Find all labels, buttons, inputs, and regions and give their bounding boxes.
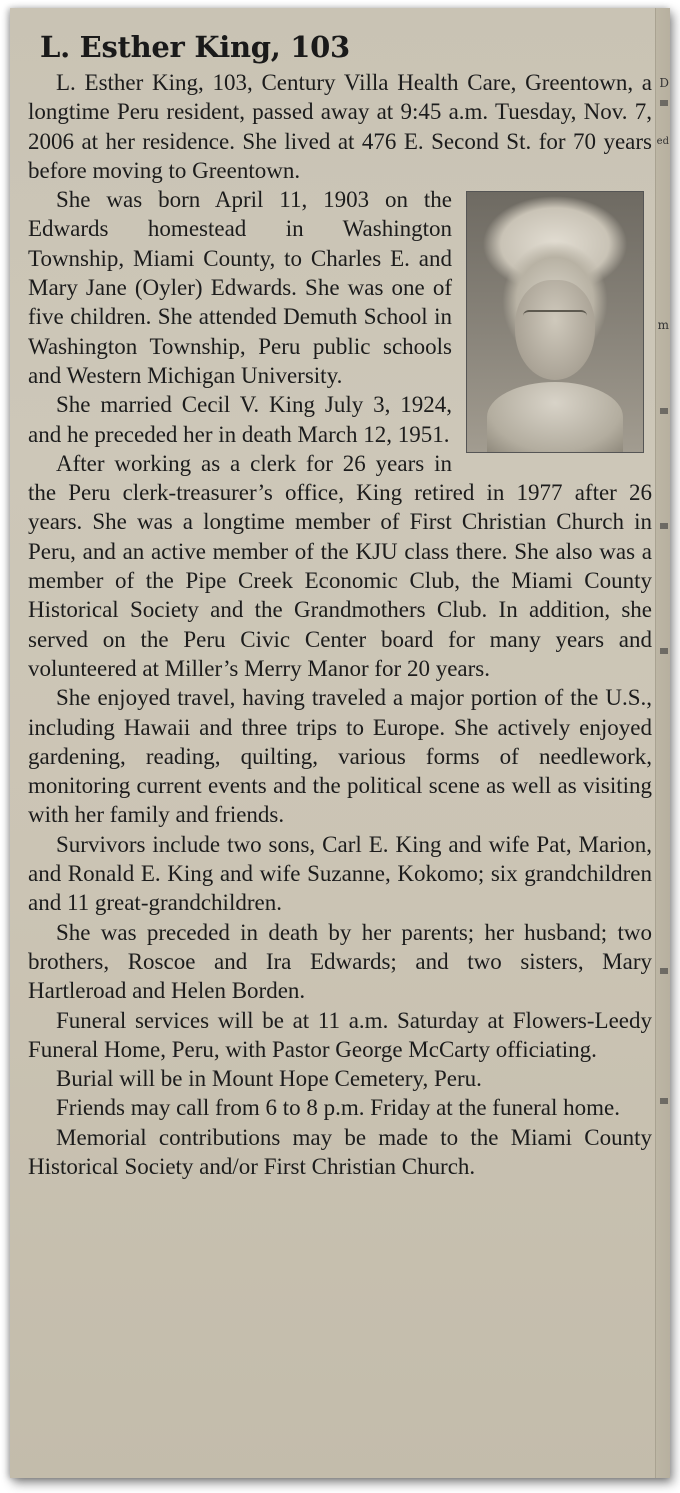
paragraph-interests: She enjoyed travel, having traveled a major portion of the U.S., including Hawaii and three trips to Europe. She actively enjoyed gardening, reading, quilting, various forms of needlework, monitoring current events and the political scene as well as visiting with her family and friends. bbox=[28, 685, 652, 828]
paragraph-survivors: Survivors include two sons, Carl E. King and wife Pat, Marion, and Ronald E. King and wife Suzanne, Kokomo; six grandchildren and 11 great-grandchildren. bbox=[28, 831, 652, 916]
obituary-body bbox=[28, 68, 652, 1181]
photo-face bbox=[515, 280, 595, 380]
edge-mark bbox=[660, 1098, 668, 1104]
edge-letter: D bbox=[659, 76, 669, 90]
paragraph-funeral: Funeral services will be at 11 a.m. Saturday at Flowers-Leedy Funeral Home, Peru, with Pastor George McCarty officiating. bbox=[28, 1007, 652, 1062]
edge-letter: m bbox=[657, 318, 669, 332]
photo-glasses bbox=[523, 310, 587, 326]
edge-mark bbox=[660, 100, 668, 106]
edge-mark bbox=[660, 648, 668, 654]
paragraph-visitation: Friends may call from 6 to 8 p.m. Friday at the funeral home. bbox=[56, 1095, 621, 1121]
paragraph-intro: L. Esther King, 103, Century Villa Health Care, Greentown, a longtime Peru resident, passed away at 9:45 a.m. Tuesday, Nov. 7, 2006 at her residence. She lived at 476 E. Second St. for 70 years before moving to Greentown. bbox=[28, 70, 652, 183]
portrait-photo bbox=[466, 191, 644, 453]
edge-letter: ed bbox=[656, 136, 669, 147]
edge-mark bbox=[660, 408, 668, 414]
paragraph-memorials: Memorial contributions may be made to the Miami County Historical Society and/or First Christian Church. bbox=[28, 1124, 652, 1179]
obituary-headline: L. Esther King, 103 bbox=[40, 30, 350, 64]
paragraph-preceded: She was preceded in death by her parents; her husband; two brothers, Roscoe and Ira Edwards; and two sisters, Mary Hartleroad and Helen Borden. bbox=[28, 919, 652, 1004]
edge-mark bbox=[660, 523, 668, 529]
paragraph-burial: Burial will be in Mount Hope Cemetery, Peru. bbox=[56, 1066, 482, 1092]
edge-mark bbox=[660, 968, 668, 974]
photo-collar bbox=[487, 382, 623, 452]
adjacent-column-edge bbox=[655, 8, 670, 1478]
paragraph-birth: She was born April 11, 1903 on the Edwards homestead in Washington Township, Miami County, to Charles E. and Mary Jane (Oyler) Edwards. She was one of five children. She attended Demuth School in Washington Township, Peru public schools and Western Michigan University. bbox=[28, 187, 452, 388]
paragraph-marriage: She married Cecil V. King July 3, 1924, and he preceded her in death March 12, 1951. bbox=[28, 392, 452, 447]
paragraph-career: After working as a clerk for 26 years in the Peru clerk-treasurer’s office, King retired in 1977 after 26 years. She was a longtime member of First Christian Church in Peru, and an active member of the KJU class there. She also was a member of the Pipe Creek Economic Club, the Miami County Historical Society and the Grandmothers Club. In addition, she served on the Peru Civic Center board for many years and volunteered at Miller’s Merry Manor for 20 years. bbox=[28, 450, 652, 681]
newspaper-clipping bbox=[10, 8, 670, 1478]
